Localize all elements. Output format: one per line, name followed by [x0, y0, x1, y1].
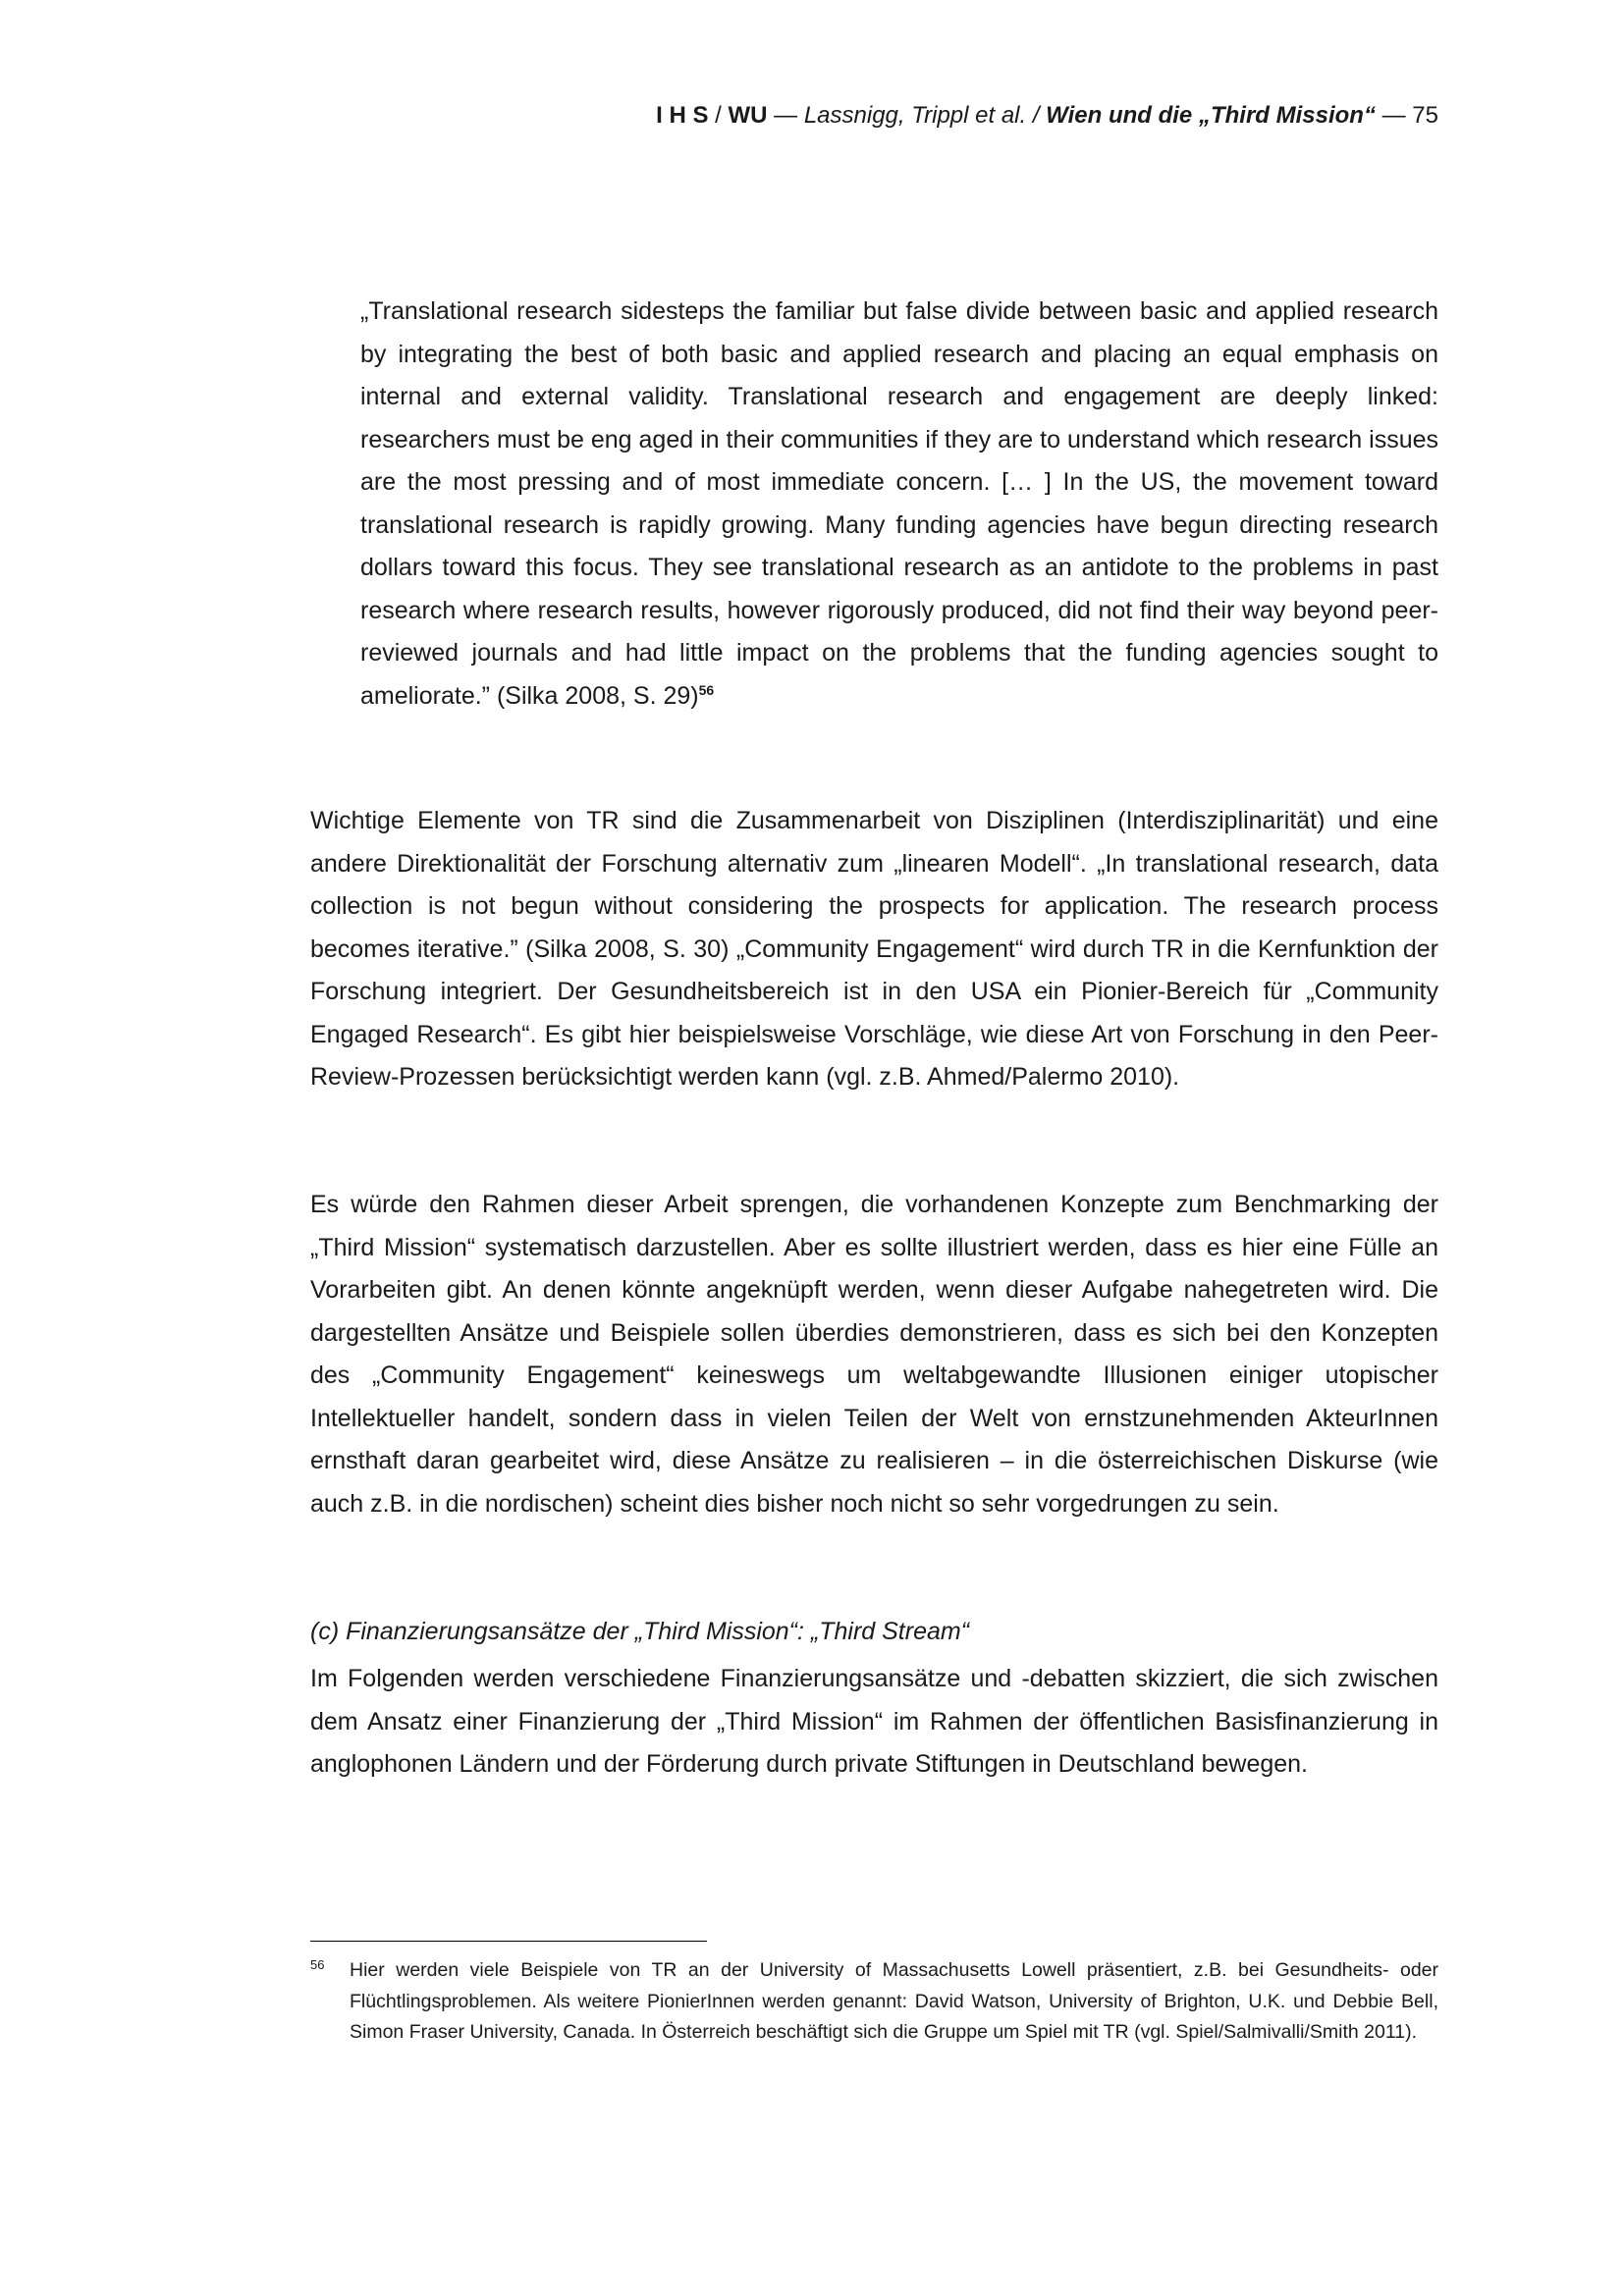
- page-number: 75: [1412, 102, 1438, 129]
- header-dash: —: [1375, 102, 1413, 129]
- header-title: Wien und die „Third Mission“: [1046, 102, 1376, 129]
- paragraph: Im Folgenden werden verschiedene Finanzierungsansätze und -debatten skizziert, die sich zwischen dem Ansatz einer Finanzierung der „Third Mission“ im Rahmen der öffentlichen Basisfinanzierung in anglophonen Ländern und der Förderung durch private Stiftungen in Deutschland bewegen.: [310, 1665, 1438, 1778]
- section-heading: (c) Finanzierungsansätze der „Third Mission“: „Third Stream“: [310, 1618, 970, 1645]
- footnote: [310, 1955, 1438, 2049]
- paragraph: Es würde den Rahmen dieser Arbeit sprengen, die vorhandenen Konzepte zum Benchmarking der „Third Mission“ systematisch darzustellen. Aber es sollte illustriert werden, dass es hier eine Fülle an Vorarbeiten gibt. An denen könnte angeknüpft werden, wenn dieser Aufgabe nahegetreten wird. Die dargestellten Ansätze und Beispiele sollen überdies demonstrieren, dass es sich bei den Konzepten des „Community Engagement“ keineswegs um weltabgewandte Illusionen einiger utopischer Intellektueller handelt, sondern dass in vielen Teilen der Welt von ernstzunehmenden AkteurInnen ernsthaft daran gearbeitet wird, diese Ansätze zu realisieren – in die österreichischen Diskurse (wie auch z.B. in die nordischen) scheint dies bisher noch nicht so sehr vorgedrungen zu sein.: [310, 1191, 1438, 1518]
- footnote-text: Hier werden viele Beispiele von TR an der University of Massachusetts Lowell präsentiert, z.B. bei Gesundheits- oder Flüchtlingsproblemen. Als weitere PionierInnen werden genannt: David Watson, University of Brighton, U.K. und Debbie Bell, Simon Fraser University, Canada. In Österreich beschäftigt sich die Gruppe um Spiel mit TR (vgl. Spiel/Salmivalli/Smith 2011).: [350, 1959, 1438, 2043]
- header-authors: Lassnigg, Trippl et al. /: [803, 102, 1047, 129]
- footnote-divider: [310, 1941, 707, 1942]
- running-header: [656, 102, 1438, 130]
- paragraph: Wichtige Elemente von TR sind die Zusammenarbeit von Disziplinen (Interdisziplinarität) und eine andere Direktionalität der Forschung alternativ zum „linearen Modell“. „In translational research, data collection is not begun without considering the prospects for application. The research process becomes iterative.” (Silka 2008, S. 30) „Community Engagement“ wird durch TR in die Kernfunktion der Forschung integriert. Der Gesundheitsbereich ist in den USA ein Pionier-Bereich für „Community Engaged Research“. Es gibt hier beispielsweise Vorschläge, wie diese Art von Forschung in den Peer-Review-Prozessen berücksichtigt werden kann (vgl. z.B. Ahmed/Palermo 2010).: [310, 807, 1438, 1091]
- header-dash: —: [767, 102, 804, 129]
- header-org2: WU: [728, 102, 768, 129]
- header-sep: /: [708, 102, 729, 129]
- footnote-number: 56: [310, 1957, 325, 1972]
- quote-text: „Translational research sidesteps the familiar but false divide between basic and applied research by integrating the best of both basic and applied research and placing an equal emphasis on internal and external validity. Translational research and engagement are deeply linked: researchers must be eng aged in their communities if they are to understand which research issues are the most pressing and of most immediate concern. [… ] In the US, the movement toward translational research is rapidly growing. Many funding agencies have begun directing research dollars toward this focus. They see translational research as an antidote to the problems in past research where research results, however rigorously produced, did not find their way beyond peer-reviewed journals and had little impact on the problems that the funding agencies sought to ameliorate.” (Silka 2008, S. 29): [360, 297, 1438, 710]
- header-org: I H S: [656, 102, 709, 129]
- block-quote: [360, 291, 1438, 718]
- footnote-ref[interactable]: 56: [698, 681, 715, 698]
